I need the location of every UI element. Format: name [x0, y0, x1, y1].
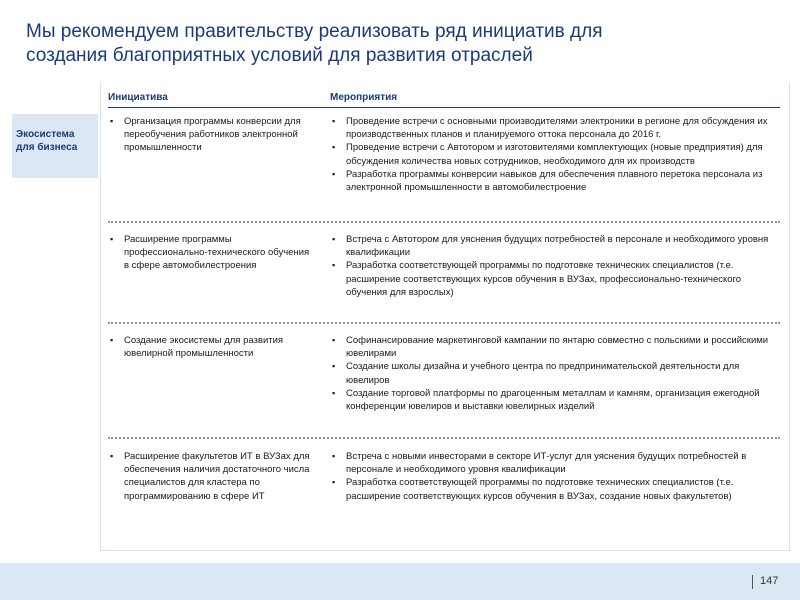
header-measures: Мероприятия: [330, 92, 398, 103]
page-title: [26, 20, 786, 68]
page-title-line1: Мы рекомендуем правительству реализовать ряд инициатив для: [26, 21, 603, 42]
measure-item: ▪ Встреча с Автотором для уяснения будущих потребностей в персонале и необходимого уровня квалификации: [330, 233, 776, 259]
initiative-text: ▪ Организация программы конверсии для переобучения работников электронной промышленности: [108, 115, 310, 155]
initiative-text: ▪ Создание экосистемы для развития ювелирной промышленности: [108, 334, 310, 360]
header-divider: [108, 107, 780, 108]
measure-item: ▪ Создание школы дизайна и учебного центра по предпринимательской деятельности для ювелиров: [330, 360, 776, 386]
page-number: 147: [760, 575, 779, 587]
footer-bar: [0, 563, 800, 600]
sidebar-label-line1: Экосистема: [16, 129, 75, 140]
measures-cell: [330, 233, 776, 299]
measure-item: ▪ Встреча с новыми инвесторами в секторе ИТ-услуг для уяснения будущих потребностей в персонале и необходимого уровня квалификации: [330, 450, 776, 476]
measures-cell: [330, 115, 776, 194]
page-number-divider: [752, 575, 753, 589]
measure-item: ▪ Разработка соответствующей программы по подготовке технических специалистов (т.е. расширение соответствующих курсов обучения в ВУЗах, создание новых факультетов): [330, 476, 776, 502]
measure-item: ▪ Разработка программы конверсии навыков для обеспечения плавного перетока персонала из электронной промышленности в автомобилестроение: [330, 168, 776, 194]
measure-item: ▪ Создание торговой платформы по драгоценным металлам и камням, организация ежегодной конференции ювелиров и выставки ювелирных изделий: [330, 387, 776, 413]
measures-cell: [330, 450, 776, 503]
measure-item: ▪ Проведение встречи с основными производителями электроники в регионе для обсуждения их производственных планов и планируемого оттока персонала до 2016 г.: [330, 115, 776, 141]
initiative-cell: [108, 233, 310, 273]
sidebar-label: [16, 128, 77, 154]
row-divider: [108, 437, 780, 439]
header-initiative: Инициатива: [108, 92, 168, 103]
measure-item: ▪ Проведение встречи с Автотором и изготовителями комплектующих (новые предприятия) для обсуждения количества новых сотрудников, необходимого для их производств: [330, 141, 776, 167]
page-title-line2: создания благоприятных условий для развития отраслей: [26, 45, 533, 66]
initiative-cell: [108, 450, 310, 503]
measure-item: ▪ Софинансирование маркетинговой кампании по янтарю совместно с польскими и российскими ювелирами: [330, 334, 776, 360]
measures-cell: [330, 334, 776, 413]
measure-item: ▪ Разработка соответствующей программы по подготовке технических специалистов (т.е. расширение соответствующих курсов обучения в ВУЗах, профессионально-технического обучения для взрослых): [330, 259, 776, 299]
initiative-cell: [108, 334, 310, 360]
initiative-cell: [108, 115, 310, 155]
initiative-text: ▪ Расширение программы профессионально-технического обучения в сфере автомобилестроения: [108, 233, 310, 273]
sidebar-category: [12, 114, 98, 178]
initiative-text: ▪ Расширение факультетов ИТ в ВУЗах для обеспечения наличия достаточного числа специалистов для кластера по программированию в сфере ИТ: [108, 450, 310, 503]
sidebar-label-line2: для бизнеса: [16, 142, 78, 153]
row-divider: [108, 221, 780, 223]
row-divider: [108, 322, 780, 324]
